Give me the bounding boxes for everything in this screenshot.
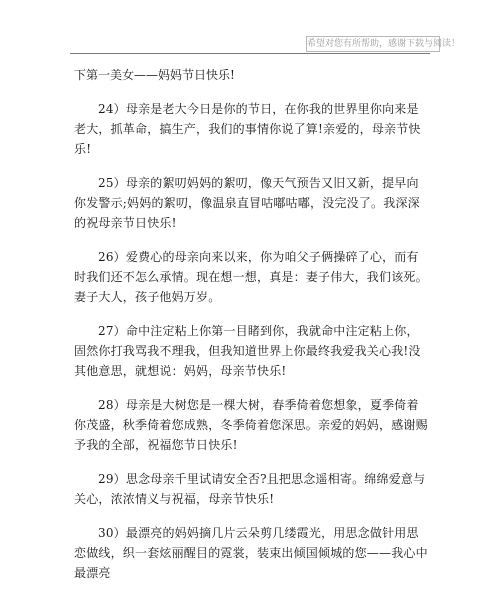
header-banner: 希望对您有所帮助，感谢下载与阅读！ xyxy=(306,36,440,52)
paragraph-27: 27）命中注定粘上你第一目睹到你，我就命中注定粘上你，固然你打我骂我不理我，但我知道世界上你最终我爱我关心我!没其他意思，就想说：妈妈，母亲节快乐! xyxy=(74,324,421,378)
header-divider xyxy=(70,53,430,54)
document-body xyxy=(74,65,428,597)
paragraph-24: 24）母亲是老大今日是你的节日，在你我的世界里你向来是老大，抓革命，搞生产，我们的事情你说了算!亲爱的，母亲节快乐! xyxy=(74,102,421,156)
paragraph-30: 30）最漂亮的妈妈摘几片云朵剪几缕霞光，用思念做针用思恋做线，织一套炫丽醒目的霓裳，装束出倾国倾城的您——我心中最漂亮 xyxy=(74,526,428,580)
paragraph-28: 28）母亲是大树您是一棵大树，春季倚着您想象，夏季倚着你茂盛，秋季倚着您成熟，冬季倚着您深思。亲爱的妈妈，感谢赐予我的全部，祝福您节日快乐! xyxy=(74,398,428,452)
paragraph-29: 29）思念母亲千里试请安全否?且把思念遥相寄。绵绵爱意与关心，浓浓情义与祝福，母亲节快乐! xyxy=(74,472,426,506)
paragraph-26: 26）爱费心的母亲向来以来，你为咱父子俩操碎了心，而有时我们还不怎么承情。现在想一想，真是：妻子伟大，我们该死。妻子大人，孩子他妈万岁。 xyxy=(74,250,428,304)
paragraph-25: 25）母亲的絮叨妈妈的絮叨，像天气预告又旧又新，提早向你发警示;妈妈的絮叨，像温泉直冒咕嘟咕嘟，没完没了。我深深的祝母亲节日快乐! xyxy=(74,176,420,230)
lead-line: 下第一美女——妈妈节日快乐! xyxy=(74,68,235,82)
